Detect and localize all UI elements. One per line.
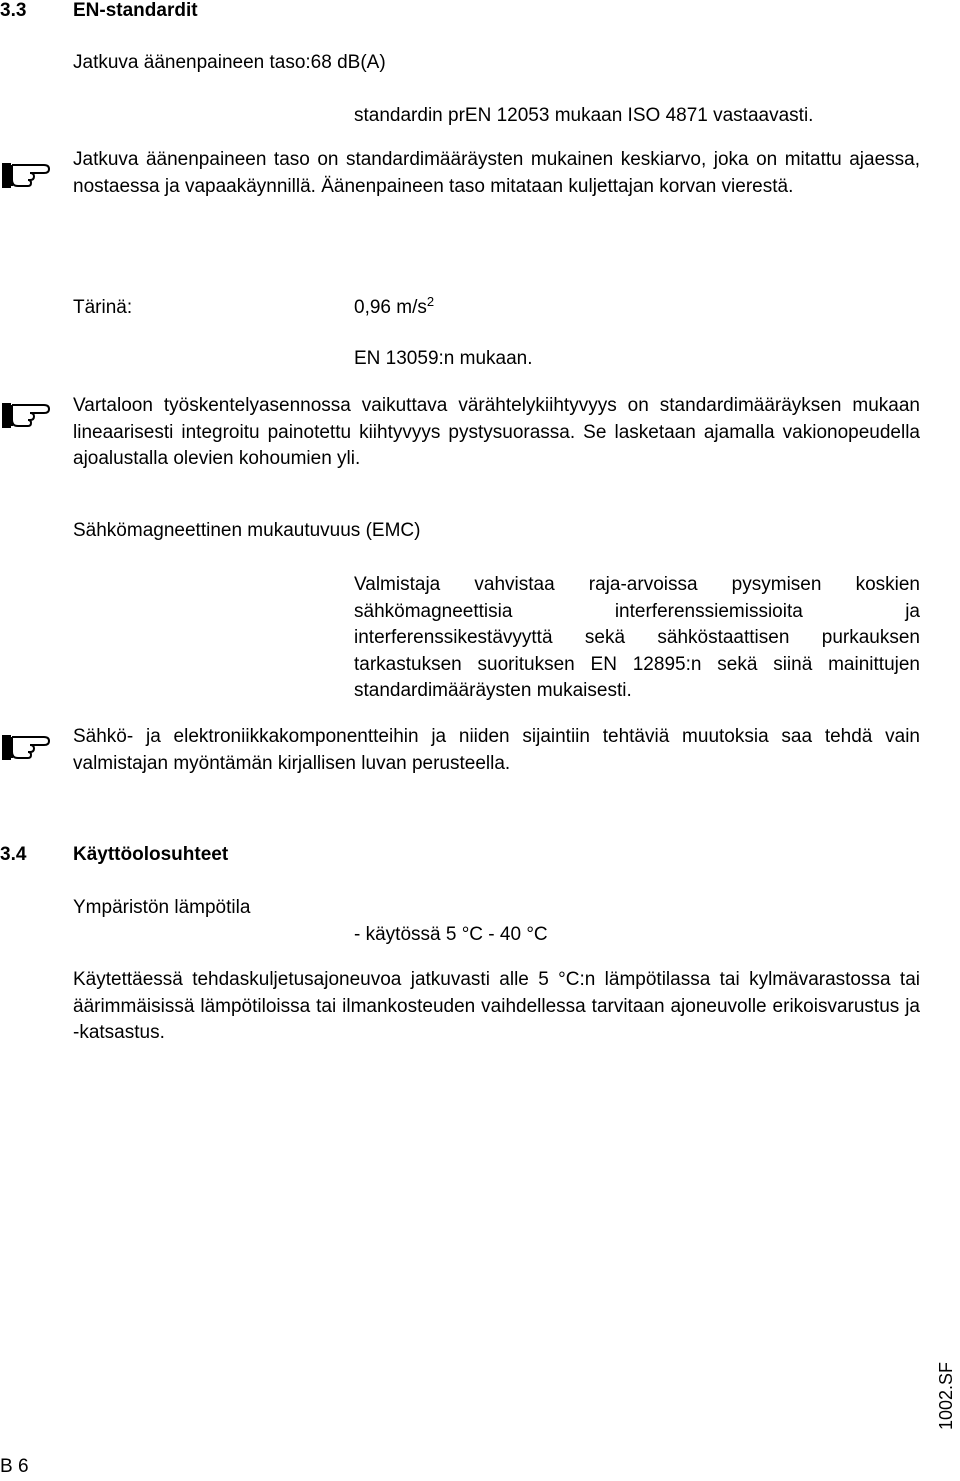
noise-standard: standardin prEN 12053 mukaan ISO 4871 vastaavasti. — [354, 105, 814, 126]
page-number: B 6 — [0, 1456, 29, 1477]
pointing-hand-icon — [0, 395, 52, 429]
vibration-value-exponent: 2 — [426, 294, 435, 309]
emc-note: Sähkö- ja elektroniikkakomponentteihin ja niiden sijaintiin tehtäviä muutoksia saa tehdä vain valmistajan myöntämän kirjallisen luvan perusteella. — [73, 726, 920, 774]
emc-label: Sähkömagneettinen mukautuvuus (EMC) — [73, 520, 421, 541]
vibration-note: Vartaloon työskentelyasennossa vaikuttava värähtelykiihtyvyys on standardimääräyksen mukaan lineaarisesti integroitu painotettu kiihtyvyys pystysuorassa. Se lasketaan ajamalla vakionopeudella ajoalustalla olevien kohoumien yli. — [73, 395, 920, 469]
section-title-3-3: EN-standardit — [73, 0, 198, 21]
emc-text: Valmistaja vahvistaa raja-arvoissa pysymisen koskien sähkömagneettisia interferenssiemissioita ja interferenssikestävyyttä sekä sähköstaattisen purkauksen tarkastuksen suorituksen EN 12895:n sekä siinä mainittujen standardimääräysten mukaisesti. — [354, 574, 920, 701]
vibration-value-number: 0,96 m/s — [354, 297, 427, 318]
ambient-note: Käytettäessä tehdaskuljetusajoneuvoa jatkuvasti alle 5 °C:n lämpötilassa tai kylmävarastossa tai äärimmäisissä lämpötiloissa tai ilmankosteuden vaihdellessa tarvitaan ajoneuvolle erikoisvarustus ja -katsastus. — [73, 969, 920, 1043]
ambient-label: Ympäristön lämpötila — [73, 897, 251, 918]
pointing-hand-icon — [0, 727, 52, 761]
vibration-value — [354, 295, 434, 322]
section-title-3-4: Käyttöolosuhteet — [73, 844, 229, 865]
vibration-standard: EN 13059:n mukaan. — [354, 348, 533, 369]
section-number-3-3: 3.3 — [0, 0, 27, 21]
section-number-3-4: 3.4 — [0, 844, 27, 865]
doc-code: 1002.SF — [936, 1361, 956, 1430]
vibration-label: Tärinä: — [73, 297, 133, 318]
noise-note: Jatkuva äänenpaineen taso on standardimääräysten mukainen keskiarvo, joka on mitattu ajaessa, nostaessa ja vapaakäynnillä. Äänenpaineen taso mitataan kuljettajan korvan vierestä. — [73, 149, 920, 197]
ambient-value: - käytössä 5 °C - 40 °C — [354, 924, 548, 945]
noise-level: Jatkuva äänenpaineen taso:68 dB(A) — [73, 52, 386, 73]
pointing-hand-icon — [0, 155, 52, 189]
